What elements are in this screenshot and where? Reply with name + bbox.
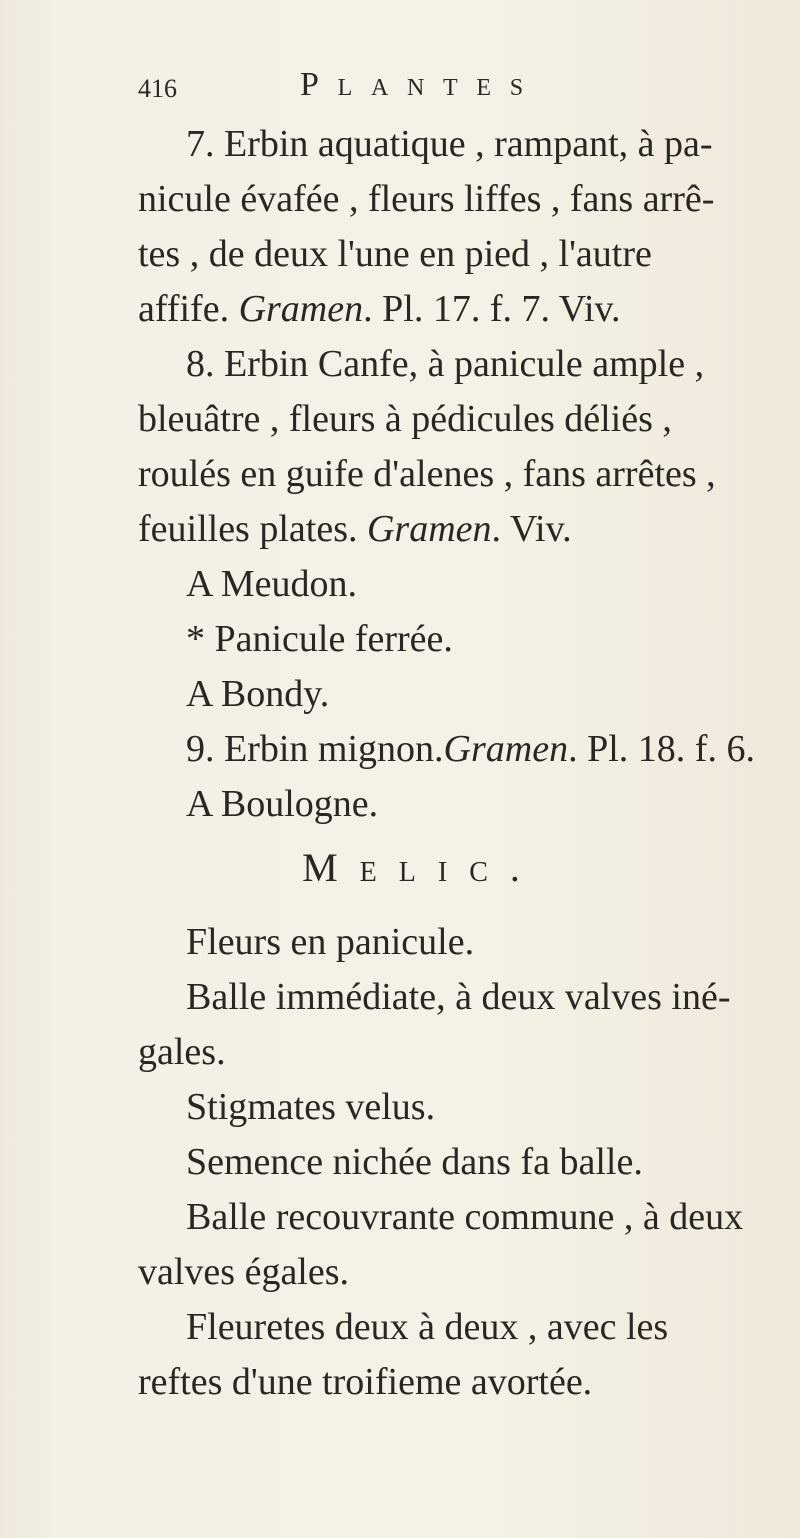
text-run: Stigmates velus. — [186, 1086, 436, 1128]
text-line — [138, 452, 716, 498]
text-run: A Bondy. — [186, 673, 330, 715]
text-line — [138, 232, 652, 278]
text-line — [186, 617, 453, 663]
text-line — [186, 975, 730, 1021]
running-head: Plantes — [300, 66, 542, 103]
text-run: valves égales. — [138, 1251, 350, 1293]
text-run: . Pl. 18. f. 6. — [568, 728, 755, 770]
text-run: feuilles plates. — [138, 508, 367, 550]
text-run: reftes d'une troifieme avortée. — [138, 1361, 593, 1403]
text-run: 9. Erbin mignon. — [186, 728, 444, 770]
text-run: Balle immédiate, à deux valves iné- — [186, 976, 731, 1018]
text-run: roulés en guife d'alenes , fans arrêtes , — [138, 453, 716, 495]
text-run: . Pl. 17. f. 7. Viv. — [363, 288, 621, 330]
text-run: A Meudon. — [186, 563, 357, 605]
text-run: Fleuretes deux à deux , avec les — [186, 1306, 669, 1348]
text-run: affife. — [138, 288, 239, 330]
page-header — [138, 64, 698, 114]
text-run: Fleurs en panicule. — [186, 921, 475, 963]
italic-run: Gramen — [238, 288, 364, 330]
text-line — [186, 562, 357, 608]
text-run: bleuâtre , fleurs à pédicules déliés , — [138, 398, 672, 440]
page-number: 416 — [138, 74, 177, 103]
text-line — [186, 1085, 435, 1131]
text-line — [138, 287, 621, 333]
text-line — [186, 1195, 743, 1241]
text-line — [138, 1360, 592, 1406]
text-line — [138, 1030, 226, 1076]
text-run: tes , de deux l'une en pied , l'autre — [138, 233, 652, 275]
text-run: Semence nichée dans fa balle. — [186, 1141, 643, 1183]
text-line — [186, 920, 474, 966]
text-line — [138, 397, 672, 443]
text-line — [186, 1305, 668, 1351]
section-title — [0, 844, 800, 892]
italic-run: Gramen — [443, 728, 569, 770]
text-line — [138, 1250, 349, 1296]
text-line — [186, 672, 329, 718]
text-run: * Panicule ferrée. — [186, 618, 453, 660]
italic-run: Gramen — [366, 508, 492, 550]
text-line — [186, 342, 704, 388]
text-line — [186, 1140, 643, 1186]
text-run: Melic. — [302, 845, 542, 890]
text-run: 8. Erbin Canfe, à panicule ample , — [186, 343, 705, 385]
text-run: A Boulogne. — [186, 783, 379, 825]
text-line — [186, 727, 755, 773]
text-line — [186, 782, 378, 828]
text-run: Balle recouvrante commune , à deux — [186, 1196, 744, 1238]
text-run: nicule évafée , fleurs liffes , fans arrê- — [138, 178, 715, 220]
text-line — [138, 507, 572, 553]
text-run: gales. — [138, 1031, 226, 1073]
text-line — [138, 177, 714, 223]
text-line — [186, 122, 713, 168]
text-run: 7. Erbin aquatique , rampant, à pa- — [186, 123, 713, 165]
text-run: . Viv. — [491, 508, 572, 550]
